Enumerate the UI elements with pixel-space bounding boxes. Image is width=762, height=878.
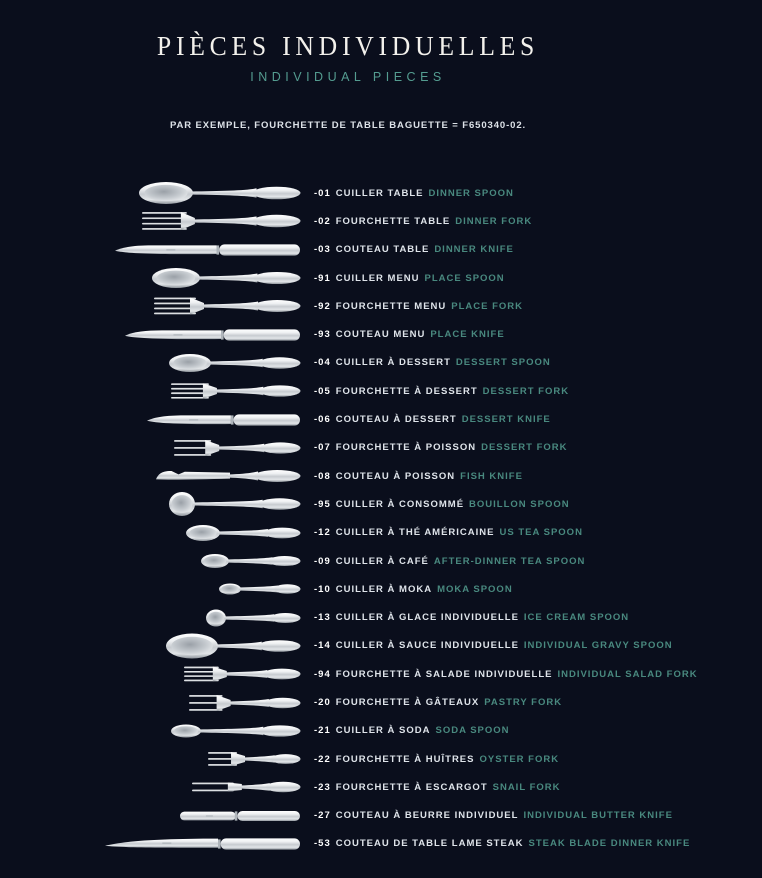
- list-item: [0, 264, 762, 292]
- item-name-english: PASTRY FORK: [484, 696, 563, 708]
- item-name-english: INDIVIDUAL BUTTER KNIFE: [523, 810, 673, 822]
- list-item: [0, 717, 762, 745]
- item-label: [314, 754, 559, 765]
- item-code: -01: [314, 187, 331, 199]
- list-item: [0, 519, 762, 547]
- item-code: -09: [314, 555, 331, 567]
- item-code: -93: [314, 329, 331, 341]
- page-subtitle: INDIVIDUAL PIECES: [250, 70, 446, 84]
- item-code: -92: [314, 300, 331, 312]
- list-item: [0, 236, 762, 264]
- item-name-french: COUTEAU MENU: [335, 329, 426, 341]
- item-label: [314, 471, 523, 482]
- pastry-fork-icon: [0, 688, 306, 718]
- item-code: -23: [314, 781, 331, 793]
- item-label: [314, 697, 562, 708]
- item-label: [314, 527, 583, 538]
- list-item: [0, 603, 762, 631]
- fish-fork-icon: [0, 433, 306, 463]
- list-item: [0, 575, 762, 603]
- item-label: [314, 669, 698, 680]
- item-code: -21: [314, 725, 331, 737]
- item-name-english: MOKA SPOON: [437, 583, 513, 595]
- item-name-english: STEAK BLADE DINNER KNIFE: [528, 838, 691, 850]
- item-name-english: DESSERT FORK: [482, 385, 570, 397]
- item-code: -07: [314, 442, 331, 454]
- item-code: -53: [314, 838, 331, 850]
- item-label: [314, 556, 585, 567]
- item-label: [314, 357, 551, 368]
- list-item: [0, 405, 762, 433]
- item-name-english: DINNER SPOON: [428, 187, 514, 199]
- dessert-knife-icon: [0, 405, 306, 435]
- us-tea-spoon-icon: [0, 518, 306, 548]
- item-name-english: PLACE KNIFE: [430, 329, 505, 341]
- item-label: [314, 725, 510, 736]
- item-code: -08: [314, 470, 331, 482]
- list-item: [0, 207, 762, 235]
- item-name-french: CUILLER À THÉ AMÉRICAINE: [335, 527, 495, 539]
- list-item: [0, 773, 762, 801]
- item-name-english: DESSERT SPOON: [455, 357, 551, 369]
- list-item: [0, 745, 762, 773]
- item-label: [314, 244, 514, 255]
- item-code: -02: [314, 215, 331, 227]
- dessert-fork-icon: [0, 376, 306, 406]
- item-label: [314, 329, 505, 340]
- dinner-fork-icon: [0, 206, 306, 236]
- item-code: -12: [314, 527, 331, 539]
- item-label: [314, 386, 569, 397]
- place-knife-icon: [0, 320, 306, 350]
- item-name-french: CUILLER À MOKA: [335, 583, 433, 595]
- item-name-english: SNAIL FORK: [492, 781, 561, 793]
- item-code: -13: [314, 612, 331, 624]
- item-name-french: FOURCHETTE À ESCARGOT: [335, 781, 488, 793]
- item-name-french: CUILLER À CAFÉ: [335, 555, 429, 567]
- item-label: [314, 188, 514, 199]
- item-name-french: CUILLER À SAUCE INDIVIDUELLE: [335, 640, 519, 652]
- list-item: [0, 547, 762, 575]
- snail-fork-icon: [0, 772, 306, 802]
- item-label: [314, 584, 513, 595]
- item-name-french: FOURCHETTE À GÂTEAUX: [335, 696, 480, 708]
- list-item: [0, 179, 762, 207]
- item-name-english: DINNER KNIFE: [434, 244, 514, 256]
- item-code: -95: [314, 498, 331, 510]
- item-name-french: FOURCHETTE À DESSERT: [335, 385, 478, 397]
- steak-knife-icon: [0, 829, 306, 859]
- gravy-spoon-icon: [0, 631, 306, 661]
- list-item: [0, 830, 762, 858]
- list-item: [0, 292, 762, 320]
- item-name-english: SODA SPOON: [435, 725, 510, 737]
- bouillon-spoon-icon: [0, 489, 306, 519]
- item-code: -03: [314, 244, 331, 256]
- item-name-english: FISH KNIFE: [460, 470, 523, 482]
- item-label: [314, 640, 673, 651]
- item-name-french: FOURCHETTE MENU: [335, 300, 447, 312]
- item-name-french: COUTEAU À DESSERT: [335, 414, 457, 426]
- page-title: PIÈCES INDIVIDUELLES: [156, 31, 540, 61]
- item-code: -04: [314, 357, 331, 369]
- item-name-french: CUILLER MENU: [335, 272, 420, 284]
- dinner-spoon-icon: [0, 178, 306, 208]
- item-label: [314, 612, 629, 623]
- example-note: PAR EXEMPLE, FOURCHETTE DE TABLE BAGUETTE = F650340-02.: [169, 120, 527, 131]
- list-item: [0, 490, 762, 518]
- item-name-english: INDIVIDUAL GRAVY SPOON: [523, 640, 673, 652]
- oyster-fork-icon: [0, 744, 306, 774]
- after-dinner-tea-spoon-icon: [0, 546, 306, 576]
- place-fork-icon: [0, 291, 306, 321]
- item-name-english: PLACE FORK: [451, 300, 524, 312]
- item-code: -94: [314, 668, 331, 680]
- item-name-english: OYSTER FORK: [479, 753, 560, 765]
- butter-knife-icon: [0, 801, 306, 831]
- item-label: [314, 499, 570, 510]
- place-spoon-icon: [0, 263, 306, 293]
- item-label: [314, 838, 690, 849]
- item-name-french: CUILLER À SODA: [335, 725, 431, 737]
- ice-cream-spoon-icon: [0, 603, 306, 633]
- dinner-knife-icon: [0, 235, 306, 265]
- item-name-french: CUILLER À GLACE INDIVIDUELLE: [335, 612, 519, 624]
- item-code: -91: [314, 272, 331, 284]
- item-code: -22: [314, 753, 331, 765]
- item-name-english: US TEA SPOON: [499, 527, 583, 539]
- item-name-english: DESSERT FORK: [481, 442, 568, 454]
- item-code: -06: [314, 414, 331, 426]
- list-item: [0, 320, 762, 348]
- item-label: [314, 216, 532, 227]
- list-item: [0, 349, 762, 377]
- item-name-english: DESSERT KNIFE: [461, 414, 551, 426]
- item-name-french: COUTEAU À POISSON: [335, 470, 456, 482]
- pieces-list: [0, 179, 762, 858]
- dessert-spoon-icon: [0, 348, 306, 378]
- item-name-english: ICE CREAM SPOON: [523, 612, 630, 624]
- item-name-french: CUILLER À DESSERT: [335, 357, 451, 369]
- item-name-english: BOUILLON SPOON: [469, 498, 570, 510]
- list-item: [0, 462, 762, 490]
- item-name-english: AFTER-DINNER TEA SPOON: [433, 555, 586, 567]
- item-name-french: COUTEAU DE TABLE LAME STEAK: [335, 838, 524, 850]
- moka-spoon-icon: [0, 574, 306, 604]
- item-name-french: FOURCHETTE TABLE: [335, 215, 451, 227]
- item-name-french: CUILLER TABLE: [335, 187, 424, 199]
- item-name-french: COUTEAU À BEURRE INDIVIDUEL: [335, 810, 519, 822]
- item-name-french: FOURCHETTE À SALADE INDIVIDUELLE: [335, 668, 553, 680]
- list-item: [0, 632, 762, 660]
- list-item: [0, 434, 762, 462]
- item-label: [314, 782, 561, 793]
- item-label: [314, 442, 568, 453]
- list-item: [0, 377, 762, 405]
- item-name-english: DINNER FORK: [455, 215, 533, 227]
- item-name-french: FOURCHETTE À HUÎTRES: [335, 753, 475, 765]
- fish-knife-icon: [0, 461, 306, 491]
- soda-spoon-icon: [0, 716, 306, 746]
- item-label: [314, 414, 551, 425]
- item-code: -05: [314, 385, 331, 397]
- salad-fork-icon: [0, 659, 306, 689]
- item-code: -14: [314, 640, 331, 652]
- item-name-english: INDIVIDUAL SALAD FORK: [557, 668, 698, 680]
- item-label: [314, 810, 673, 821]
- item-label: [314, 273, 505, 284]
- item-name-french: CUILLER À CONSOMMÉ: [335, 498, 465, 510]
- item-code: -27: [314, 810, 331, 822]
- list-item: [0, 660, 762, 688]
- item-name-french: FOURCHETTE À POISSON: [335, 442, 477, 454]
- item-code: -20: [314, 696, 331, 708]
- list-item: [0, 802, 762, 830]
- item-name-french: COUTEAU TABLE: [335, 244, 430, 256]
- list-item: [0, 688, 762, 716]
- item-label: [314, 301, 523, 312]
- page-header: [0, 0, 696, 131]
- item-name-english: PLACE SPOON: [424, 272, 505, 284]
- item-code: -10: [314, 583, 331, 595]
